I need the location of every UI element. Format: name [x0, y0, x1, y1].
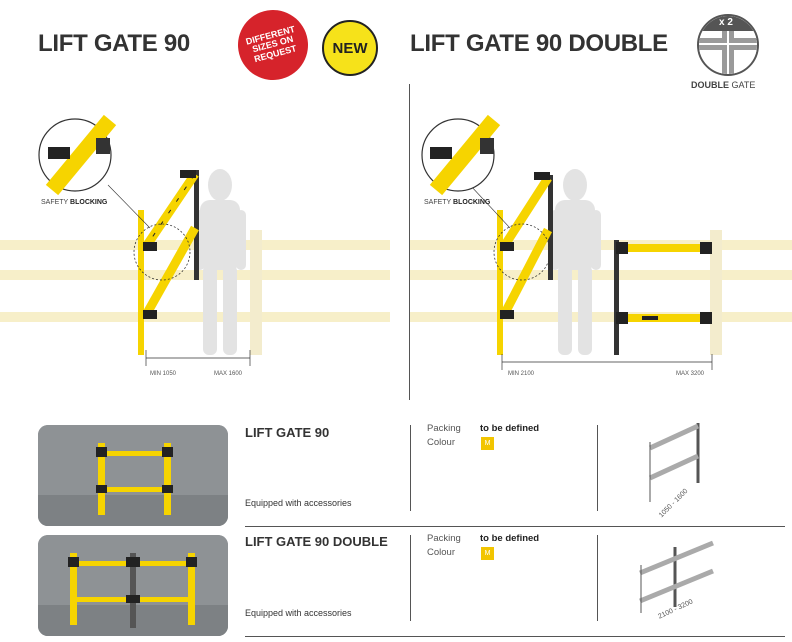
product-divider-2: [597, 425, 598, 511]
product-divider-3: [410, 535, 411, 621]
double-gate-label-bold: DOUBLE: [691, 80, 729, 90]
colour-label-1: Colour: [427, 437, 455, 448]
product-photo-lift-gate-90: [38, 425, 228, 526]
double-count-text: x 2: [719, 17, 733, 28]
colour-label-2: Colour: [427, 547, 455, 558]
product-dimension-1: 1050 - 1600: [657, 487, 690, 520]
right-title: LIFT GATE 90 DOUBLE: [410, 30, 668, 57]
packing-value-2: to be defined: [480, 533, 540, 544]
right-safety-label: [424, 199, 490, 206]
new-badge: [322, 20, 378, 76]
left-min-label: MIN 1050: [150, 371, 177, 377]
left-title: LIFT GATE 90: [38, 30, 190, 57]
left-safety-bold: BLOCKING: [70, 199, 108, 206]
new-badge-text: NEW: [332, 39, 368, 57]
left-max-label: MAX 1600: [214, 371, 243, 377]
packing-value-1: to be defined: [480, 423, 540, 434]
left-safety-label: [41, 199, 107, 206]
double-gate-label: [691, 80, 755, 90]
product-accessories-2: Equipped with accessories: [245, 608, 352, 618]
left-safety-normal: SAFETY: [41, 199, 71, 206]
product-accessories-1: Equipped with accessories: [245, 498, 352, 508]
packing-label-1: Packing: [427, 423, 461, 434]
right-safety-normal: SAFETY: [424, 199, 454, 206]
product-divider-1: [410, 425, 411, 511]
different-sizes-text: DIFFERENT SIZES ON REQUEST: [244, 23, 298, 64]
packing-label-2: Packing: [427, 533, 461, 544]
double-gate-label-rest: GATE: [729, 80, 756, 90]
product-divider-4: [597, 535, 598, 621]
left-gate-drawing: [0, 100, 400, 390]
right-min-label: MIN 2100: [508, 371, 535, 377]
right-gate-drawing: [410, 100, 792, 390]
right-safety-bold: BLOCKING: [453, 199, 491, 206]
product-name-1: LIFT GATE 90: [245, 425, 330, 440]
bottom-separator: [245, 636, 785, 637]
colour-swatch-1: M: [481, 437, 494, 450]
product-photo-lift-gate-90-double: [38, 535, 228, 636]
product-name-2: LIFT GATE 90 DOUBLE: [245, 534, 388, 549]
colour-swatch-2: M: [481, 547, 494, 560]
different-sizes-badge: [230, 2, 316, 88]
row-separator: [245, 526, 785, 527]
product-dimension-2: 2100 - 3200: [657, 598, 695, 621]
double-gate-icon: [697, 14, 759, 76]
right-max-label: MAX 3200: [676, 371, 705, 377]
